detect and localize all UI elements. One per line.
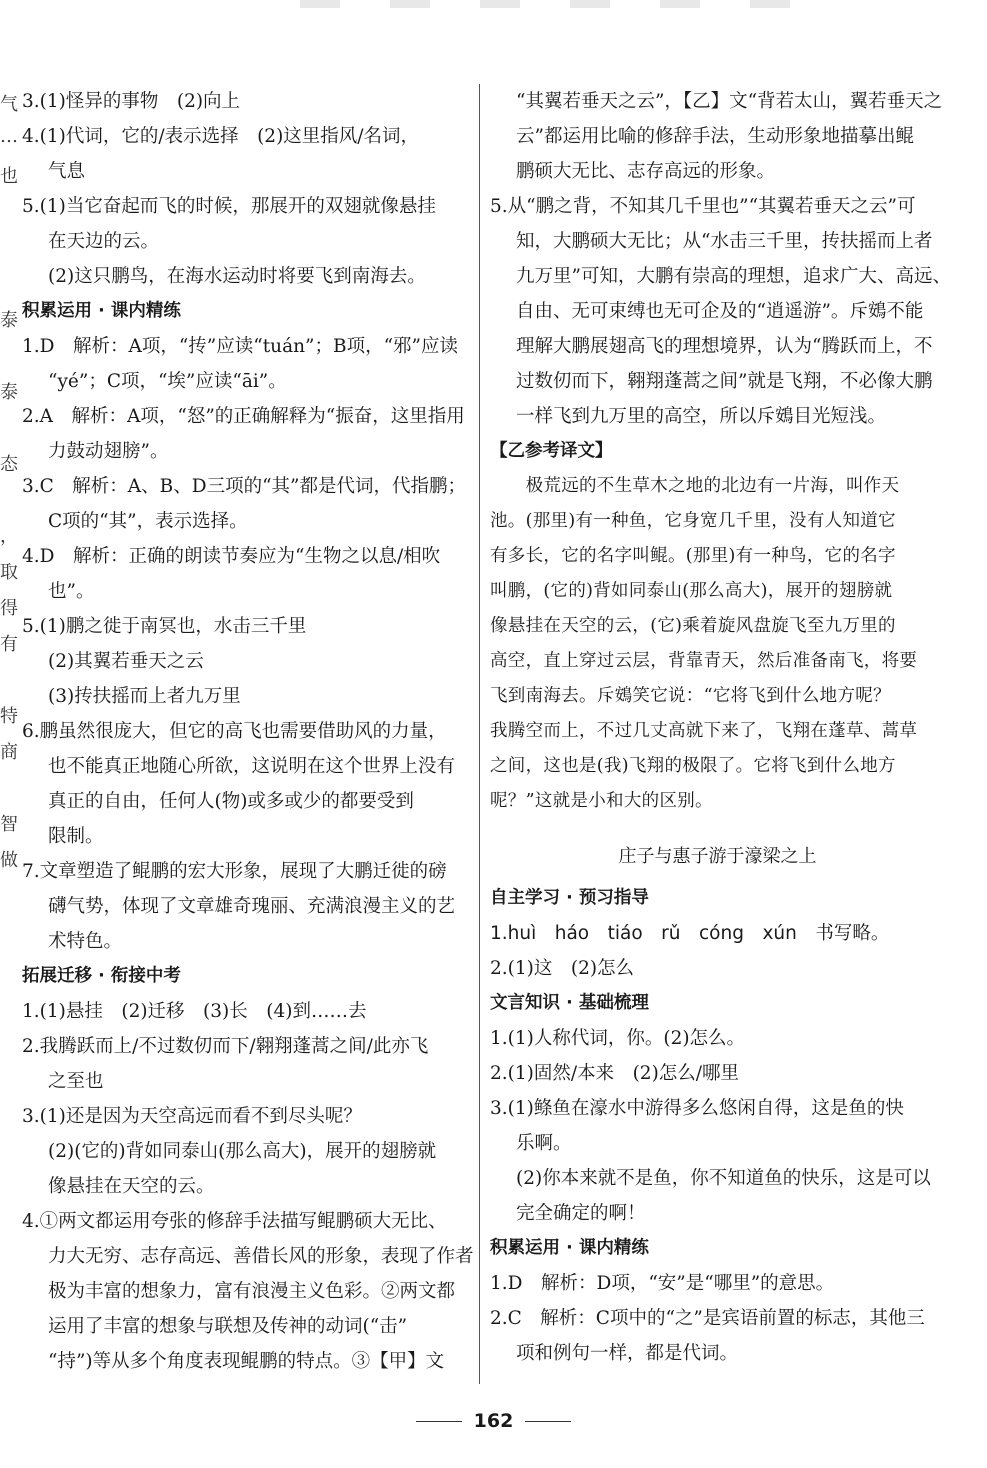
answer-continuation: 理解大鹏展翅高飞的理想境界，认为“腾跃而上，不 [516, 336, 933, 357]
answer-item: 6.鹏虽然很庞大，但它的高飞也需要借助风的力量， [22, 721, 447, 742]
answer-item: 4.(1)代词，它的/表示选择 (2)这里指风/名词， [22, 126, 420, 147]
answer-continuation: 礴气势，体现了文章雄奇瑰丽、充满浪漫主义的艺 [48, 896, 456, 917]
answer-item: 1.(1)悬挂 (2)迁移 (3)长 (4)到……去 [22, 1001, 367, 1022]
left-column [22, 84, 472, 1379]
edge-char: 也 [0, 166, 18, 187]
answer-continuation: 运用了丰富的想象与联想及传神的动词(“击” [48, 1316, 408, 1337]
page-footer [0, 1406, 987, 1436]
edge-char: 取 [0, 562, 18, 583]
answer-item: 4.①两文都运用夸张的修辞手法描写鲲鹏硕大无比、 [22, 1211, 447, 1232]
answer-continuation: “yé”；C项，“埃”应读“āi”。 [48, 371, 287, 392]
translation-line: 之间，这也是(我)飞翔的极限了。它将飞到什么地方 [490, 756, 896, 776]
answer-continuation: 限制。 [48, 826, 104, 847]
column-divider [479, 84, 480, 1384]
edge-char: 做 [0, 850, 18, 871]
answer-continuation: 也”。 [48, 581, 95, 602]
answer-item: 1.D 解析：D项，“安”是“哪里”的意思。 [490, 1273, 835, 1294]
answer-continuation: (2)你本来就不是鱼，你不知道鱼的快乐，这是可以 [516, 1168, 931, 1189]
answer-item: 3.C 解析：A、B、D三项的“其”都是代词，代指鹏； [22, 476, 467, 497]
answer-continuation: 一样飞到九万里的高空，所以斥鴳目光短浅。 [516, 406, 887, 427]
translation-line: 飞到南海去。斥鴳笑它说：“它将飞到什么地方呢？ [490, 686, 891, 706]
answer-item: 5.(1)鹏之徙于南冥也，水击三千里 [22, 616, 307, 637]
section-heading: 自主学习 · 预习指导 [490, 888, 649, 908]
answer-item: 4.D 解析：正确的朗读节奏应为“生物之以息/相吹 [22, 546, 441, 567]
answer-item: 7.文章塑造了鲲鹏的宏大形象，展现了大鹏迁徙的磅 [22, 861, 447, 882]
answer-continuation: 力鼓动翅膀”。 [48, 441, 169, 462]
answer-continuation: (2)这只鹏鸟，在海水运动时将要飞到南海去。 [48, 266, 426, 287]
answer-continuation: 过数仞而下，翱翔蓬蒿之间”就是飞翔，不必像大鹏 [516, 371, 933, 392]
answer-continuation: 自由、无可束缚也无可企及的“逍遥游”。斥鴳不能 [516, 301, 924, 322]
translation-line: 我腾空而上，不过几丈高就下来了，飞翔在蓬草、蒿草 [490, 721, 918, 741]
answer-continuation: 极为丰富的想象力，富有浪漫主义色彩。②两文都 [48, 1281, 456, 1302]
translation-line: 有多长，它的名字叫鲲。(那里)有一种鸟，它的名字 [490, 546, 896, 566]
answer-continuation: 真正的自由，任何人(物)或多或少的都要受到 [48, 791, 414, 812]
answer-continuation: 在天边的云。 [48, 231, 160, 252]
answer-item: 3.(1)还是因为天空高远而看不到尽头呢？ [22, 1106, 362, 1127]
answer-continuation: 像悬挂在天空的云。 [48, 1176, 215, 1197]
answer-item: 2.C 解析：C项中的“之”是宾语前置的标志，其他三 [490, 1308, 925, 1329]
edge-char: 泰 [0, 382, 18, 403]
answer-continuation: 云”都运用比喻的修辞手法，生动形象地描摹出鲲 [516, 126, 914, 147]
translation-line: 叫鹏，(它的)背如同泰山(那么高大)，展开的翅膀就 [490, 581, 893, 601]
edge-char: 态 [0, 454, 18, 475]
footer-rule-left [416, 1421, 462, 1422]
answer-item: 3.(1)鲦鱼在濠水中游得多么悠闲自得，这是鱼的快 [490, 1098, 904, 1119]
translation-line: 极荒远的不生草木之地的北边有一片海，叫作天 [490, 476, 900, 496]
answer-continuation: (3)抟扶摇而上者九万里 [48, 686, 241, 707]
footer-rule-right [525, 1421, 571, 1422]
lesson-title: 庄子与惠子游于濠梁之上 [618, 846, 817, 867]
left-edge-cut-text [0, 90, 18, 890]
edge-char: 有 [0, 634, 18, 655]
page-number: 162 [473, 1410, 514, 1432]
edge-char: 泰 [0, 310, 18, 331]
answer-continuation: 项和例句一样，都是代词。 [516, 1343, 739, 1364]
answer-item: 5.从“鹏之背，不知其几千里也”“其翼若垂天之云”可 [490, 196, 916, 217]
spacer [490, 819, 945, 833]
translation-line: 池。(那里)有一种鱼，它身宽几千里，没有人知道它 [490, 511, 896, 531]
answer-continuation: 术特色。 [48, 931, 123, 952]
edge-char: 气 [0, 94, 18, 115]
edge-char: … [0, 126, 18, 147]
answer-item: 5.(1)当它奋起而飞的时候，那展开的双翅就像悬挂 [22, 196, 436, 217]
answer-continuation: “持”)等从多个角度表现鲲鹏的特点。③【甲】文 [48, 1351, 445, 1372]
translation-line: 像悬挂在天空的云，(它)乘着旋风盘旋飞至九万里的 [490, 616, 896, 636]
translation-line: 高空，直上穿过云层，背靠青天，然后准备南飞，将要 [490, 651, 918, 671]
answer-item: 2.我腾跃而上/不过数仞而下/翱翔蓬蒿之间/此亦飞 [22, 1036, 429, 1057]
answer-item: 2.(1)固然/本来 (2)怎么/哪里 [490, 1063, 740, 1084]
pinyin-answer: 1.huì háo tiáo rǔ cóng xún 书写略。 [490, 923, 890, 944]
section-heading: 积累运用 · 课内精练 [22, 301, 181, 321]
section-heading: 积累运用 · 课内精练 [490, 1238, 649, 1258]
edge-char: ， [0, 526, 18, 547]
answer-continuation: 鹏硕大无比、志存高远的形象。 [516, 161, 776, 182]
answer-continuation: 乐啊。 [516, 1133, 572, 1154]
answer-item: 2.(1)这 (2)怎么 [490, 958, 635, 979]
scan-artifact [300, 0, 820, 8]
edge-char: 智 [0, 814, 18, 835]
answer-continuation: 完全确定的啊！ [516, 1203, 646, 1224]
answer-continuation: 之至也 [48, 1071, 104, 1092]
answer-continuation: “其翼若垂天之云”，【乙】文“背若太山，翼若垂天之 [516, 91, 943, 112]
answer-item: 1.D 解析：A项，“抟”应读“tuán”；B项，“邪”应读 [22, 336, 458, 357]
answer-continuation: 也不能真正地随心所欲，这说明在这个世界上没有 [48, 756, 456, 777]
answer-continuation: (2)(它的)背如同泰山(那么高大)，展开的翅膀就 [48, 1141, 437, 1162]
answer-continuation: (2)其翼若垂天之云 [48, 651, 204, 672]
section-heading: 拓展迁移 · 衔接中考 [22, 966, 181, 986]
edge-char: 得 [0, 598, 18, 619]
answer-continuation: 气息 [48, 161, 86, 182]
answer-continuation: 九万里”可知，大鹏有崇高的理想，追求广大、高远、 [516, 266, 951, 287]
edge-char: 商 [0, 742, 18, 763]
answer-item: 2.A 解析：A项，“怒”的正确解释为“振奋，这里指用 [22, 406, 465, 427]
answer-item: 3.(1)怪异的事物 (2)向上 [22, 91, 241, 112]
answer-continuation: C项的“其”，表示选择。 [48, 511, 248, 532]
answer-continuation: 知，大鹏硕大无比；从“水击三千里，抟扶摇而上者 [516, 231, 933, 252]
translation-line: 呢？”这就是小和大的区别。 [490, 791, 713, 811]
right-column [490, 84, 951, 1371]
answer-item: 1.(1)人称代词，你。(2)怎么。 [490, 1028, 746, 1049]
answer-continuation: 力大无穷、志存高远、善借长风的形象，表现了作者 [48, 1246, 474, 1267]
section-heading: 文言知识 · 基础梳理 [490, 993, 649, 1013]
translation-heading: 【乙参考译文】 [490, 441, 613, 461]
edge-char: 特 [0, 706, 18, 727]
